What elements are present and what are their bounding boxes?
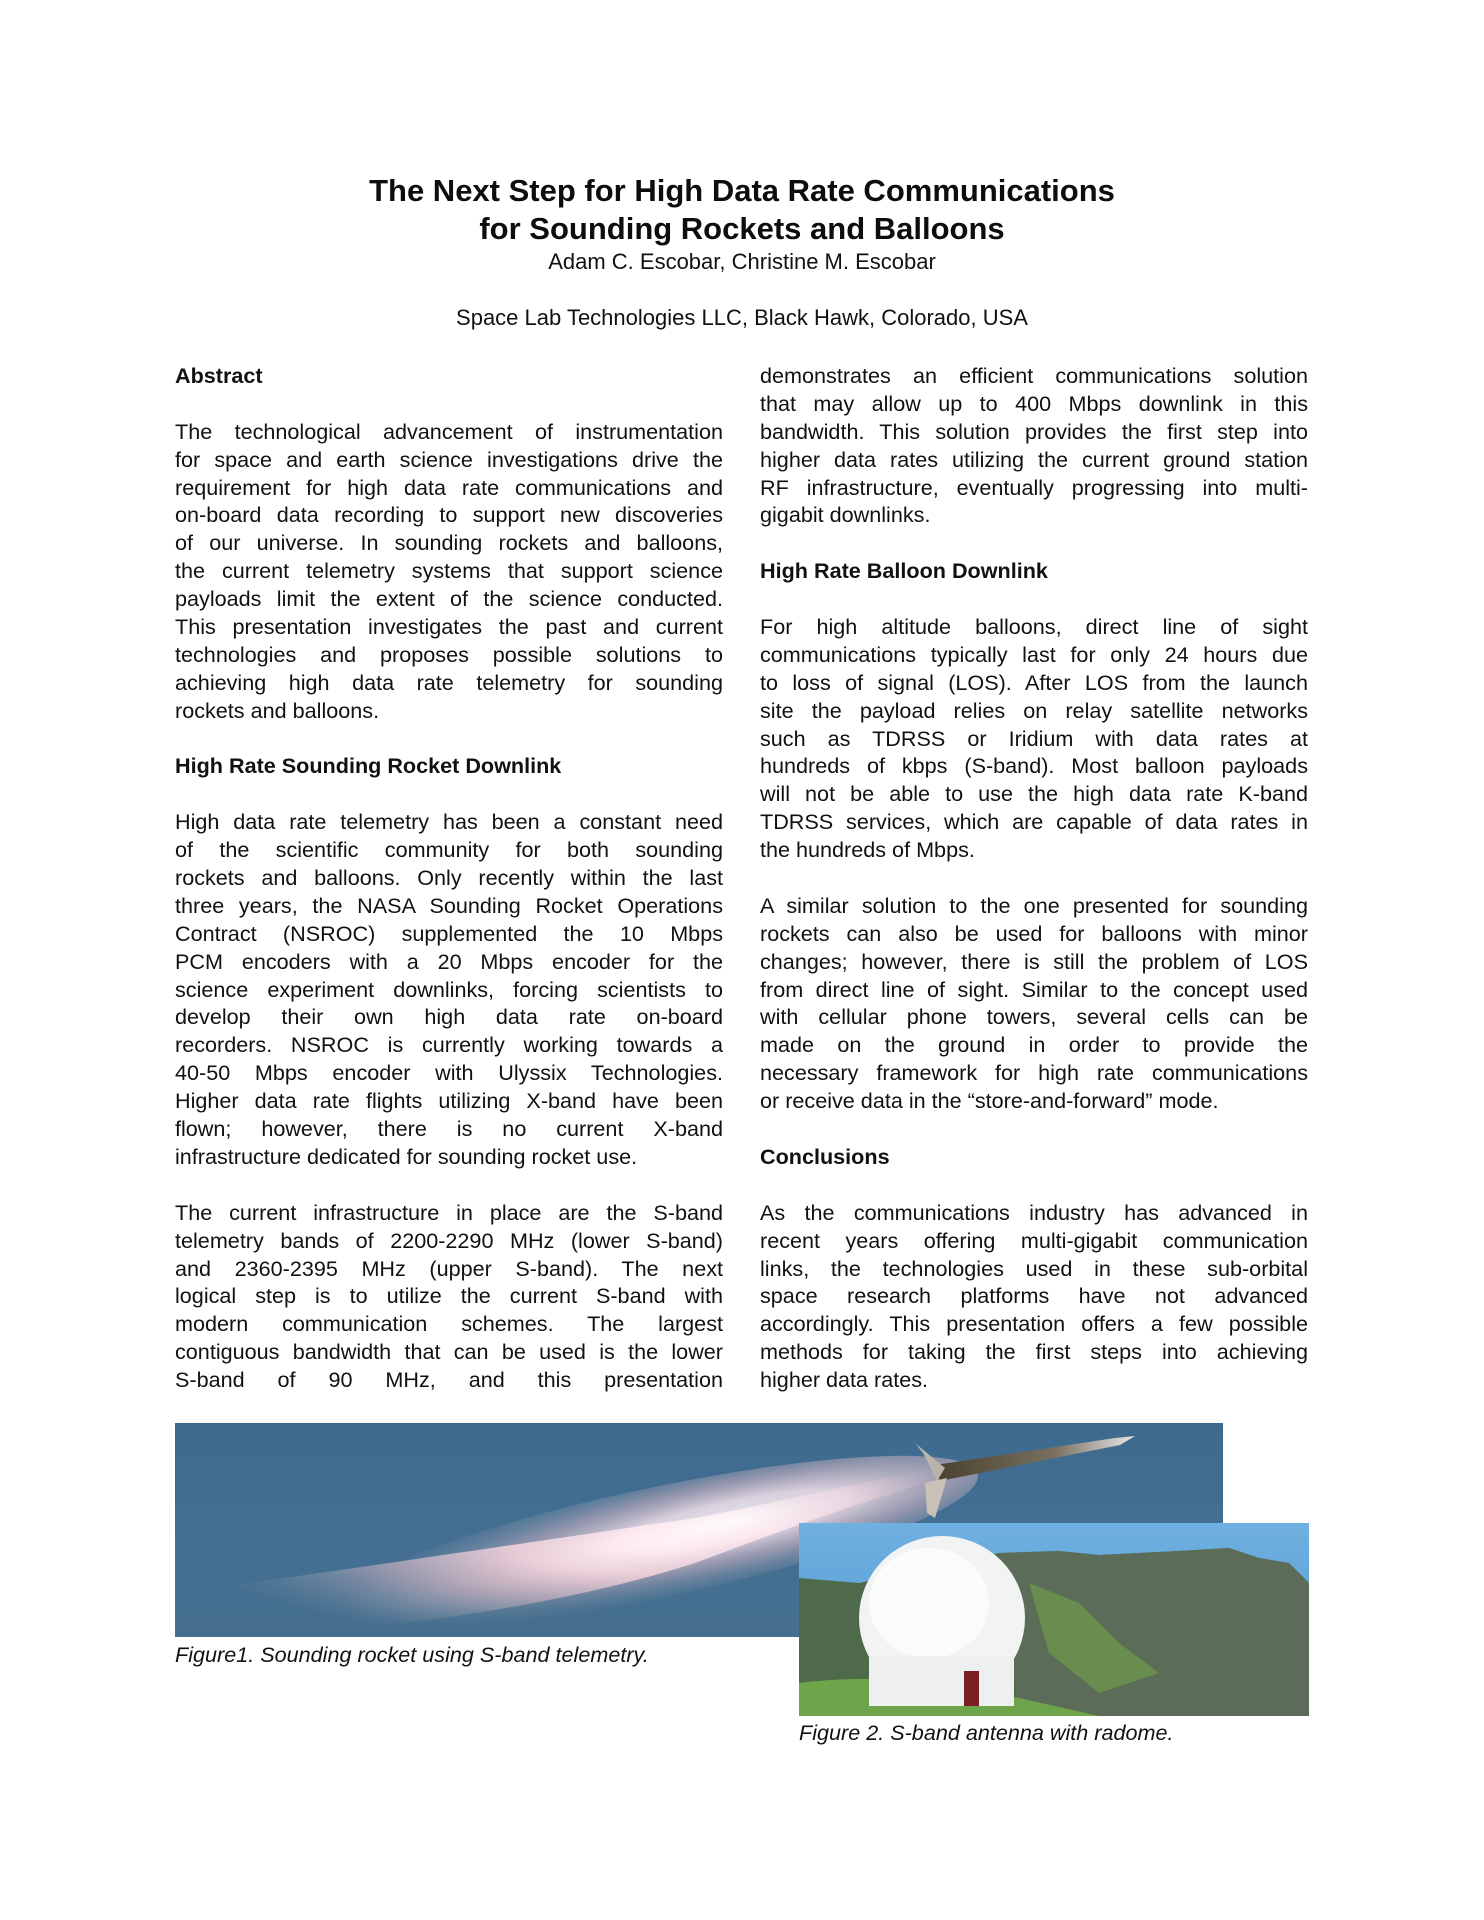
- abstract-paragraph: [175, 418, 723, 725]
- text-line: demonstrates an efficient communications solution: [760, 363, 1308, 388]
- text-line: flown; however, there is no current X-band: [175, 1116, 723, 1142]
- text-line: of the scientific community for both sounding: [175, 837, 723, 863]
- rocket-paragraph-2: [175, 1199, 723, 1394]
- authors: Adam C. Escobar, Christine M. Escobar: [548, 249, 936, 274]
- text-line: necessary framework for high rate communications: [760, 1060, 1308, 1086]
- text-line: such as TDRSS or Iridium with data rates at: [760, 725, 1308, 751]
- text-line: science experiment downlinks, forcing scientists to: [175, 976, 723, 1002]
- title-block: [0, 172, 1484, 332]
- text-line: technologies and proposes possible solutions to: [175, 641, 723, 667]
- text-line: that may allow up to 400 Mbps downlink in this: [760, 390, 1308, 416]
- text-line: the current telemetry systems that support science: [175, 558, 723, 584]
- text-line: communications typically last for only 24 hours due: [760, 641, 1308, 667]
- balloon-paragraph-2: [760, 892, 1308, 1115]
- section-heading-balloon-downlink: High Rate Balloon Downlink: [760, 558, 1048, 584]
- figure-2-caption: Figure 2. S-band antenna with radome.: [799, 1720, 1174, 1745]
- figure-1-caption: Figure1. Sounding rocket using S-band telemetry.: [175, 1642, 649, 1667]
- text-line: or receive data in the “store-and-forward” mode.: [760, 1088, 1219, 1114]
- text-line: bandwidth. This solution provides the first step into: [760, 418, 1308, 444]
- text-line: achieving high data rate telemetry for sounding: [175, 669, 723, 695]
- text-line: for space and earth science investigations drive the: [175, 446, 723, 472]
- rocket-paragraph-2-continued: [760, 362, 1308, 529]
- text-line: methods for taking the first steps into achieving: [760, 1339, 1308, 1365]
- text-line: the hundreds of Mbps.: [760, 837, 975, 863]
- text-line: accordingly. This presentation offers a few possible: [760, 1311, 1308, 1337]
- text-line: higher data rates utilizing the current ground station: [760, 446, 1308, 472]
- text-line: payloads limit the extent of the science conducted.: [175, 586, 723, 612]
- text-line: For high altitude balloons, direct line of sight: [760, 614, 1308, 640]
- text-line: site the payload relies on relay satellite networks: [760, 697, 1308, 723]
- text-line: from direct line of sight. Similar to the concept used: [760, 976, 1308, 1002]
- text-line: TDRSS services, which are capable of data rates in: [760, 809, 1308, 835]
- text-line: The current infrastructure in place are the S-band: [175, 1199, 723, 1225]
- text-line: requirement for high data rate communications and: [175, 474, 723, 500]
- text-line: hundreds of kbps (S-band). Most balloon payloads: [760, 753, 1308, 779]
- text-line: The technological advancement of instrumentation: [175, 418, 723, 444]
- text-line: 40-50 Mbps encoder with Ulyssix Technologies.: [175, 1060, 723, 1086]
- balloon-paragraph-1: [760, 613, 1308, 864]
- text-line: S-band of 90 MHz, and this presentation: [175, 1367, 723, 1393]
- section-heading-conclusions: Conclusions: [760, 1143, 890, 1169]
- text-line: RF infrastructure, eventually progressing into multi-: [760, 474, 1308, 500]
- text-line: As the communications industry has advanced in: [760, 1199, 1308, 1225]
- radome-image-icon: [799, 1523, 1309, 1716]
- affiliation: Space Lab Technologies LLC, Black Hawk, Colorado, USA: [456, 305, 1028, 330]
- section-heading-rocket-downlink: High Rate Sounding Rocket Downlink: [175, 753, 562, 779]
- text-line: infrastructure dedicated for sounding rocket use.: [175, 1143, 638, 1169]
- text-line: rockets and balloons. Only recently within the last: [175, 865, 723, 891]
- text-line: A similar solution to the one presented for sounding: [760, 892, 1308, 918]
- paper-title-line-2: for Sounding Rockets and Balloons: [479, 211, 1005, 246]
- text-line: telemetry bands of 2200-2290 MHz (lower S-band): [175, 1227, 723, 1253]
- text-line: PCM encoders with a 20 Mbps encoder for the: [175, 948, 723, 974]
- text-line: contiguous bandwidth that can be used is the lower: [175, 1339, 723, 1365]
- conclusions-paragraph: [760, 1199, 1308, 1394]
- text-line: to loss of signal (LOS). After LOS from the launch: [760, 669, 1308, 695]
- text-line: High data rate telemetry has been a constant need: [175, 809, 723, 835]
- text-line: changes; however, there is still the problem of LOS: [760, 948, 1308, 974]
- text-line: links, the technologies used in these sub-orbital: [760, 1255, 1308, 1281]
- text-line: three years, the NASA Sounding Rocket Operations: [175, 892, 723, 918]
- text-line: develop their own high data rate on-board: [175, 1004, 723, 1030]
- text-line: made on the ground in order to provide the: [760, 1032, 1308, 1058]
- text-line: rockets can also be used for balloons with minor: [760, 920, 1308, 946]
- text-line: and 2360-2395 MHz (upper S-band). The next: [175, 1255, 723, 1281]
- text-line: modern communication schemes. The largest: [175, 1311, 723, 1337]
- rocket-paragraph-1: [175, 808, 723, 1171]
- text-line: will not be able to use the high data rate K-band: [760, 781, 1308, 807]
- text-line: space research platforms have not advanced: [760, 1283, 1308, 1309]
- text-line: of our universe. In sounding rockets and balloons,: [175, 530, 723, 556]
- text-line: rockets and balloons.: [175, 697, 380, 723]
- figure-2-radome-photo: [799, 1523, 1309, 1716]
- right-column: [760, 362, 1308, 1394]
- text-line: Higher data rate flights utilizing X-band have been: [175, 1088, 723, 1114]
- section-heading-abstract: Abstract: [175, 363, 263, 388]
- text-line: recorders. NSROC is currently working towards a: [175, 1032, 723, 1058]
- left-column: [175, 362, 723, 1394]
- text-line: on-board data recording to support new discoveries: [175, 502, 723, 528]
- paper-title-line-1: The Next Step for High Data Rate Communications: [369, 173, 1115, 208]
- text-line: with cellular phone towers, several cells can be: [760, 1004, 1308, 1030]
- text-line: Contract (NSROC) supplemented the 10 Mbps: [175, 920, 723, 946]
- text-line: gigabit downlinks.: [760, 502, 931, 528]
- text-line: logical step is to utilize the current S-band with: [175, 1283, 723, 1309]
- text-line: This presentation investigates the past and current: [175, 614, 723, 640]
- text-line: recent years offering multi-gigabit communication: [760, 1227, 1308, 1253]
- text-line: higher data rates.: [760, 1367, 929, 1393]
